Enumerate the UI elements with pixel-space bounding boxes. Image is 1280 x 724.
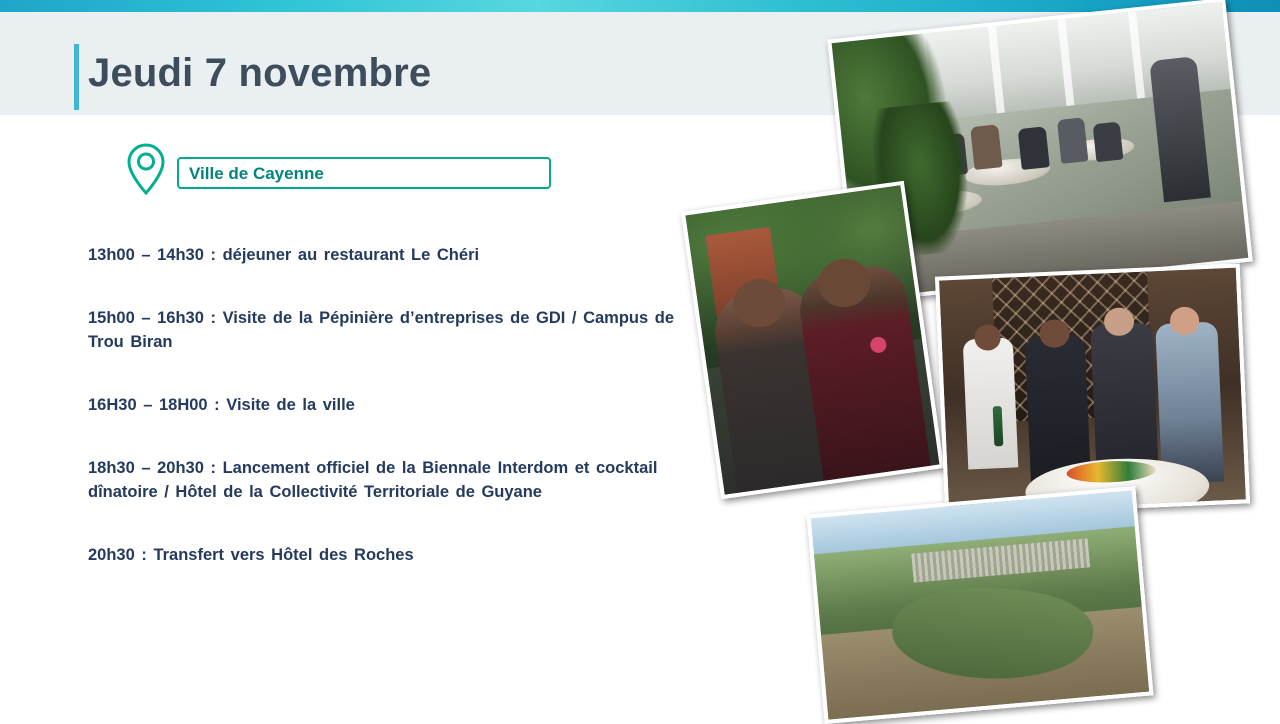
photo-two-men bbox=[681, 181, 944, 499]
agenda-item: 20h30 : Transfert vers Hôtel des Roches bbox=[88, 546, 414, 564]
page-title: Jeudi 7 novembre bbox=[88, 51, 432, 95]
location-value: Ville de Cayenne bbox=[189, 164, 324, 183]
photo-reception-speech bbox=[935, 263, 1250, 516]
location-field[interactable] bbox=[177, 157, 551, 189]
agenda-item: 15h00 – 16h30 : Visite de la Pépinière d’entreprises de GDI / Campus de Trou Biran bbox=[88, 309, 675, 351]
agenda-list bbox=[88, 243, 688, 567]
photo-aerial-coastline bbox=[806, 486, 1153, 724]
title-accent-rule bbox=[74, 44, 79, 110]
agenda-item: 13h00 – 14h30 : déjeuner au restaurant Le Chéri bbox=[88, 246, 480, 264]
photo-collage bbox=[690, 0, 1280, 720]
agenda-item: 16H30 – 18H00 : Visite de la ville bbox=[88, 396, 355, 414]
agenda-item: 18h30 – 20h30 : Lancement officiel de la Biennale Interdom et cocktail dînatoire / Hôtel de la Collectivité Territoriale de Guyane bbox=[88, 459, 658, 501]
map-pin-icon bbox=[127, 143, 165, 195]
